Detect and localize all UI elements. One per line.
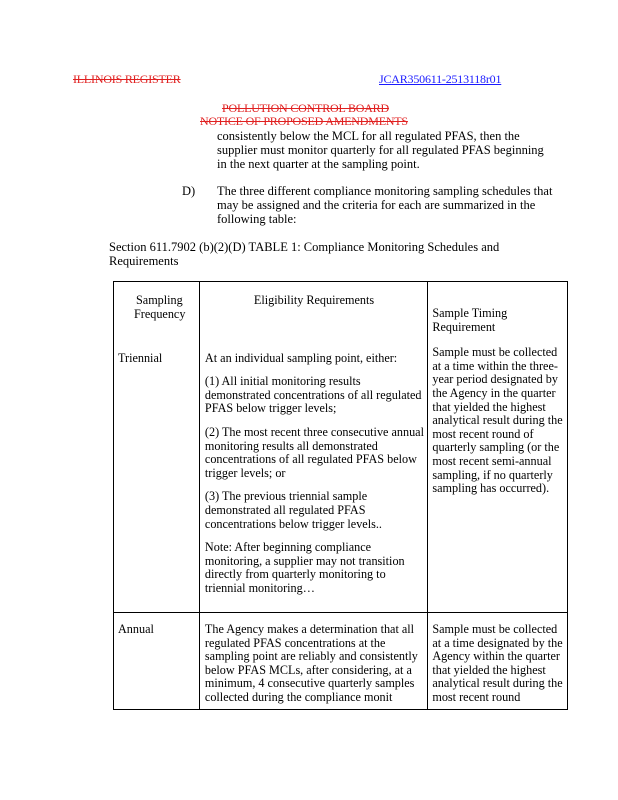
intro-line: consistently below the MCL for all regulated PFAS, then the [217, 129, 520, 143]
table-cell [428, 282, 568, 613]
register-title: ILLINOIS REGISTER [73, 72, 181, 86]
table-cell [199, 282, 427, 613]
frequency-triennial: Triennial [118, 351, 163, 366]
item-d-line: following table: [217, 212, 297, 226]
board-name: POLLUTION CONTROL BOARD [222, 101, 389, 115]
timing-annual: Sample must be collected at a time designated by the Agency within the quarter that yielded the highest analytical result during the most recent round [432, 622, 563, 704]
header-text: Sample Timing [432, 306, 508, 320]
table-cell [428, 613, 568, 710]
item-d-line: may be assigned and the criteria for each are summarized in the [217, 198, 536, 212]
compliance-table [113, 281, 568, 710]
eligibility-paragraph: (2) The most recent three consecutive annual monitoring results all demonstrated concentrations of all regulated PFAS below trigger levels; or [204, 424, 424, 480]
item-d-line: The three different compliance monitoring sampling schedules that [217, 184, 553, 198]
header-eligibility: Eligibility Requirements [253, 293, 375, 307]
frequency-annual: Annual [118, 622, 154, 636]
eligibility-paragraph: (1) All initial monitoring results demonstrated concentrations of all regulated PFAS below trigger levels; [204, 374, 422, 416]
table-caption [109, 240, 559, 268]
header-timing [428, 282, 567, 334]
eligibility-triennial [200, 308, 427, 596]
item-d-marker: D) [182, 184, 196, 198]
jcar-reference[interactable]: JCAR350611-2513118r01 [379, 72, 502, 86]
intro-line: in the next quarter at the sampling point. [217, 157, 420, 171]
timing-triennial: Sample must be collected at a time within the three-year period designated by the Agency in the quarter that yielded the highest analytical result during the most recent round of quarterly sampling (or the most recent semi-annual sampling, if no quarterly sampling has occurred). [432, 345, 563, 496]
eligibility-paragraph: Note: After beginning compliance monitoring, a supplier may not transition directly from quarterly monitoring to triennial monitoring… [204, 540, 405, 595]
notice-title: NOTICE OF PROPOSED AMENDMENTS [200, 114, 408, 128]
table-caption-line: Section 611.7902 (b)(2)(D) TABLE 1: Compliance Monitoring Schedules and [109, 240, 500, 254]
intro-paragraph [217, 129, 587, 171]
eligibility-paragraph: At an individual sampling point, either: [204, 350, 398, 365]
table-cell [114, 613, 200, 710]
eligibility-annual: The Agency makes a determination that all regulated PFAS concentrations at the sampling point are reliably and consistently below PFAS MCLs, after considering, at a minimum, 4 consecutive quarterly samples collected during the compliance monit [204, 622, 418, 704]
table-cell [114, 282, 200, 613]
header-frequency [114, 282, 199, 321]
header-text: Frequency [134, 306, 186, 321]
item-d-text [217, 184, 587, 226]
table-cell [199, 613, 427, 710]
intro-line: supplier must monitor quarterly for all regulated PFAS beginning [217, 143, 544, 157]
table-caption-line: Requirements [109, 254, 179, 268]
header-text: Requirement [432, 319, 496, 334]
table-row [114, 613, 568, 710]
header-text: Sampling [136, 293, 183, 307]
table-row [114, 282, 568, 613]
eligibility-paragraph: (3) The previous triennial sample demonstrated all regulated PFAS concentrations below trigger levels.. [204, 489, 382, 531]
